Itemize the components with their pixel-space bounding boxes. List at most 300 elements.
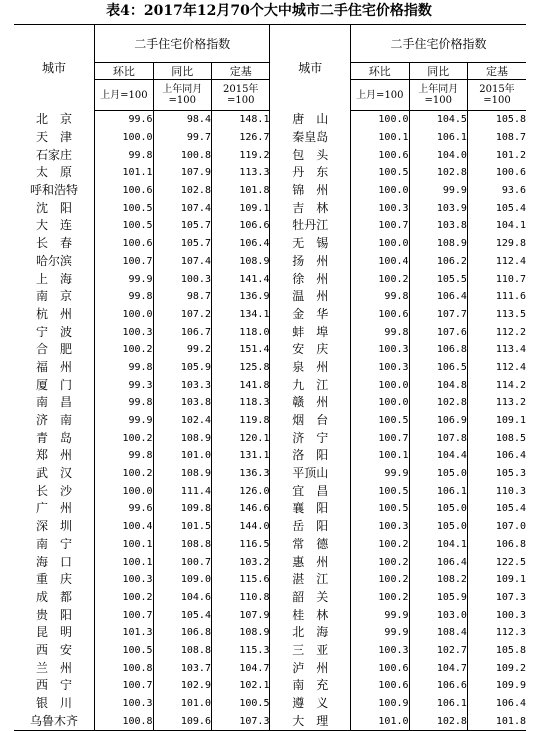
table-row	[14, 182, 526, 200]
huanbi-value: 100.2	[351, 536, 409, 554]
dingji-value: 108.9	[239, 255, 270, 267]
table-row	[14, 429, 526, 447]
city-name: 呼和浩特	[14, 182, 95, 200]
dingji-value: 126.7	[239, 132, 270, 144]
huanbi-value: 100.7	[351, 429, 409, 447]
city-name: 平顶山	[270, 465, 351, 483]
table-row	[14, 235, 526, 253]
huanbi-value: 99.8	[351, 323, 409, 341]
tongbi-value: 105.5	[409, 270, 467, 288]
dingji-value: 105.4	[495, 503, 526, 515]
dingji-value: 101.8	[467, 712, 526, 730]
dingji-value: 109.2	[495, 662, 526, 674]
huanbi-value: 99.8	[95, 146, 153, 164]
city-name: 包 头	[270, 146, 351, 164]
tongbi-value: 107.2	[153, 306, 211, 324]
dingji-value: 101.2	[495, 149, 526, 161]
city-column-header-left: 城市	[14, 25, 95, 111]
tongbi-value: 99.2	[153, 341, 211, 359]
city-name: 锦 州	[270, 182, 351, 200]
tongbi-value: 108.9	[409, 235, 467, 253]
city-name: 成 都	[14, 589, 95, 607]
table-title: 表4：2017年12月70个大中城市二手住宅价格指数	[106, 3, 432, 19]
tongbi-value: 108.2	[409, 571, 467, 589]
dingji-value: 93.6	[501, 185, 526, 197]
city-name: 南 昌	[14, 394, 95, 412]
tongbi-value: 109.8	[153, 500, 211, 518]
huanbi-value: 100.3	[351, 199, 409, 217]
city-name: 徐 州	[270, 270, 351, 288]
tongbi-value: 99.7	[153, 129, 211, 147]
dingji-base-text: 2015年=100	[222, 84, 259, 106]
dingji-value: 129.8	[495, 238, 526, 250]
city-name: 上 海	[14, 270, 95, 288]
city-name: 温 州	[270, 288, 351, 306]
tongbi-value: 104.4	[409, 447, 467, 465]
city-name: 泸 州	[270, 659, 351, 677]
dingji-value: 112.4	[495, 361, 526, 373]
tongbi-value: 105.7	[153, 217, 211, 235]
tongbi-value: 102.8	[409, 164, 467, 182]
table-row	[14, 288, 526, 306]
dingji-value: 136.3	[239, 468, 270, 480]
dingji-header-right: 定基	[467, 63, 526, 80]
huanbi-value: 101.3	[95, 624, 153, 642]
dingji-base-right	[467, 80, 526, 111]
tongbi-value: 104.5	[409, 111, 467, 129]
dingji-value: 110.7	[495, 273, 526, 285]
table-row	[14, 412, 526, 430]
dingji-value: 122.5	[495, 556, 526, 568]
tongbi-value: 107.8	[409, 429, 467, 447]
huanbi-header-left: 环比	[95, 63, 153, 80]
city-name: 宁 波	[14, 323, 95, 341]
tongbi-value: 106.2	[409, 253, 467, 271]
city-name: 厦 门	[14, 376, 95, 394]
city-name: 烟 台	[270, 412, 351, 430]
table-row	[14, 465, 526, 483]
table-row	[14, 677, 526, 695]
table-row	[14, 129, 526, 147]
tongbi-value: 106.8	[409, 341, 467, 359]
tongbi-value: 107.6	[409, 323, 467, 341]
dingji-value: 106.4	[495, 698, 526, 710]
city-name: 九 江	[270, 376, 351, 394]
city-name: 青 岛	[14, 429, 95, 447]
huanbi-value: 100.7	[95, 253, 153, 271]
dingji-value: 109.1	[495, 415, 526, 427]
tongbi-value: 108.4	[409, 624, 467, 642]
huanbi-value: 99.8	[351, 288, 409, 306]
city-name: 沈 阳	[14, 199, 95, 217]
dingji-value: 141.4	[239, 273, 270, 285]
dingji-value: 110.3	[495, 485, 526, 497]
dingji-value: 105.4	[495, 202, 526, 214]
huanbi-value: 100.0	[351, 182, 409, 200]
city-name: 昆 明	[14, 624, 95, 642]
huanbi-value: 99.9	[351, 606, 409, 624]
city-name: 三 亚	[270, 642, 351, 660]
tongbi-value: 103.7	[153, 659, 211, 677]
huanbi-value: 99.8	[95, 288, 153, 306]
city-name: 济 南	[14, 412, 95, 430]
huanbi-value: 100.6	[351, 146, 409, 164]
dingji-header-left: 定基	[211, 63, 269, 80]
dingji-value: 105.3	[495, 468, 526, 480]
dingji-value: 118.3	[239, 397, 270, 409]
huanbi-value: 101.0	[351, 712, 409, 730]
dingji-value: 141.8	[239, 379, 270, 391]
huanbi-value: 100.6	[351, 306, 409, 324]
city-name: 乌鲁木齐	[14, 712, 95, 730]
table-row	[14, 394, 526, 412]
tongbi-value: 108.9	[153, 465, 211, 483]
dingji-value: 119.8	[239, 415, 270, 427]
huanbi-value: 100.8	[95, 659, 153, 677]
dingji-value: 116.5	[239, 538, 270, 550]
tongbi-value: 100.3	[153, 270, 211, 288]
huanbi-value: 100.9	[351, 695, 409, 713]
table-row	[14, 359, 526, 377]
huanbi-value: 100.3	[351, 518, 409, 536]
dingji-value: 101.8	[239, 185, 270, 197]
tongbi-value: 109.6	[153, 712, 211, 730]
city-name: 吉 林	[270, 199, 351, 217]
dingji-value: 107.3	[495, 591, 526, 603]
huanbi-value: 99.9	[95, 270, 153, 288]
huanbi-header-right: 环比	[351, 63, 409, 80]
dingji-value: 100.6	[495, 167, 526, 179]
table-body	[14, 111, 526, 731]
dingji-value: 100.5	[239, 698, 270, 710]
huanbi-value: 100.2	[351, 553, 409, 571]
tongbi-value: 104.8	[409, 376, 467, 394]
tongbi-value: 106.1	[409, 695, 467, 713]
tongbi-value: 105.9	[153, 359, 211, 377]
city-name: 太 原	[14, 164, 95, 182]
dingji-value: 107.9	[239, 609, 270, 621]
city-name: 泉 州	[270, 359, 351, 377]
huanbi-value: 100.6	[95, 235, 153, 253]
dingji-value: 109.1	[239, 202, 270, 214]
table-row	[14, 500, 526, 518]
table-row	[14, 217, 526, 235]
huanbi-value: 100.5	[351, 412, 409, 430]
huanbi-value: 100.5	[95, 642, 153, 660]
city-name: 海 口	[14, 553, 95, 571]
tongbi-value: 107.4	[153, 199, 211, 217]
city-name: 无 锡	[270, 235, 351, 253]
tongbi-value: 105.9	[409, 589, 467, 607]
dingji-value: 115.6	[239, 574, 270, 586]
tongbi-value: 104.7	[409, 659, 467, 677]
huanbi-value: 100.0	[351, 111, 409, 129]
dingji-value: 108.5	[495, 432, 526, 444]
huanbi-value: 100.2	[95, 589, 153, 607]
dingji-value: 144.0	[239, 521, 270, 533]
city-name: 银 川	[14, 695, 95, 713]
dingji-value: 114.2	[495, 379, 526, 391]
huanbi-value: 100.0	[351, 394, 409, 412]
huanbi-base-left: 上月=100	[95, 80, 153, 111]
index-group-header-right: 二手住宅价格指数	[351, 25, 526, 63]
dingji-value: 113.3	[239, 167, 270, 179]
huanbi-value: 100.3	[95, 571, 153, 589]
tongbi-value: 102.7	[409, 642, 467, 660]
tongbi-value: 103.8	[409, 217, 467, 235]
tongbi-value: 102.8	[409, 394, 467, 412]
huanbi-value: 100.7	[95, 606, 153, 624]
huanbi-value: 100.2	[95, 341, 153, 359]
huanbi-value: 100.0	[95, 129, 153, 147]
city-name: 韶 关	[270, 589, 351, 607]
tongbi-value: 106.1	[409, 129, 467, 147]
dingji-value: 108.9	[239, 627, 270, 639]
tongbi-value: 103.3	[153, 376, 211, 394]
tongbi-value: 100.8	[153, 146, 211, 164]
city-name: 襄 阳	[270, 500, 351, 518]
huanbi-base-right: 上月=100	[351, 80, 409, 111]
table-row	[14, 323, 526, 341]
table-row	[14, 482, 526, 500]
city-name: 常 德	[270, 536, 351, 554]
dingji-value: 136.9	[239, 291, 270, 303]
table-row	[14, 553, 526, 571]
huanbi-value: 99.9	[351, 624, 409, 642]
city-name: 南 京	[14, 288, 95, 306]
tongbi-value: 104.6	[153, 589, 211, 607]
tongbi-value: 111.4	[153, 482, 211, 500]
city-name: 北 海	[270, 624, 351, 642]
tongbi-value: 100.7	[153, 553, 211, 571]
tongbi-value: 102.8	[153, 182, 211, 200]
huanbi-value: 100.5	[95, 199, 153, 217]
tongbi-value: 106.4	[409, 553, 467, 571]
huanbi-value: 100.0	[351, 376, 409, 394]
huanbi-value: 100.1	[351, 447, 409, 465]
table-row	[14, 341, 526, 359]
huanbi-value: 100.4	[95, 518, 153, 536]
dingji-value: 109.9	[495, 680, 526, 692]
city-name: 兰 州	[14, 659, 95, 677]
tongbi-value: 102.9	[153, 677, 211, 695]
tongbi-value: 106.9	[409, 412, 467, 430]
table-row	[14, 376, 526, 394]
city-name: 广 州	[14, 500, 95, 518]
city-name: 牡丹江	[270, 217, 351, 235]
tongbi-base-left	[153, 80, 211, 111]
tongbi-value: 102.8	[409, 712, 467, 730]
huanbi-value: 100.7	[351, 217, 409, 235]
tongbi-value: 108.8	[153, 642, 211, 660]
tongbi-header-left: 同比	[153, 63, 211, 80]
tongbi-value: 107.4	[153, 253, 211, 271]
city-name: 洛 阳	[270, 447, 351, 465]
city-name: 北 京	[14, 111, 95, 129]
dingji-value: 112.2	[495, 326, 526, 338]
city-name: 贵 阳	[14, 606, 95, 624]
huanbi-value: 100.0	[351, 235, 409, 253]
tongbi-value: 108.9	[153, 429, 211, 447]
huanbi-value: 100.5	[351, 482, 409, 500]
table-row	[14, 253, 526, 271]
city-name: 西 安	[14, 642, 95, 660]
city-name: 天 津	[14, 129, 95, 147]
table-row	[14, 606, 526, 624]
huanbi-value: 100.0	[95, 482, 153, 500]
tongbi-value: 105.0	[409, 465, 467, 483]
tongbi-value: 101.0	[153, 695, 211, 713]
city-name: 武 汉	[14, 465, 95, 483]
huanbi-value: 100.1	[95, 536, 153, 554]
tongbi-value: 105.0	[409, 518, 467, 536]
huanbi-value: 100.2	[351, 270, 409, 288]
city-name: 济 宁	[270, 429, 351, 447]
tongbi-value: 108.8	[153, 536, 211, 554]
table-row	[14, 642, 526, 660]
huanbi-value: 99.3	[95, 376, 153, 394]
dingji-value: 113.4	[495, 344, 526, 356]
city-name: 西 宁	[14, 677, 95, 695]
huanbi-value: 100.8	[95, 712, 153, 730]
city-name: 福 州	[14, 359, 95, 377]
city-name: 扬 州	[270, 253, 351, 271]
city-name: 长 春	[14, 235, 95, 253]
city-name: 哈尔滨	[14, 253, 95, 271]
dingji-value: 120.1	[239, 432, 270, 444]
tongbi-value: 106.5	[409, 359, 467, 377]
huanbi-value: 100.5	[351, 500, 409, 518]
dingji-value: 104.1	[495, 220, 526, 232]
dingji-value: 103.2	[239, 556, 270, 568]
dingji-value: 106.4	[495, 450, 526, 462]
tongbi-base-text: 上年同月=100	[162, 84, 203, 106]
table-row	[14, 146, 526, 164]
dingji-value: 131.1	[239, 450, 270, 462]
dingji-value: 113.5	[495, 308, 526, 320]
tongbi-value: 106.6	[409, 677, 467, 695]
dingji-value: 105.8	[495, 644, 526, 656]
tongbi-value: 101.0	[153, 447, 211, 465]
dingji-base-text: 2015年=100	[479, 84, 515, 106]
tongbi-value: 105.7	[153, 235, 211, 253]
table-row	[14, 712, 526, 730]
tongbi-value: 104.0	[409, 146, 467, 164]
tongbi-value: 105.0	[409, 500, 467, 518]
dingji-value: 126.0	[239, 485, 270, 497]
huanbi-value: 100.5	[95, 217, 153, 235]
city-name: 宜 昌	[270, 482, 351, 500]
dingji-value: 115.3	[239, 644, 270, 656]
dingji-value: 113.2	[495, 397, 526, 409]
city-name: 秦皇岛	[270, 129, 351, 147]
table-row	[14, 571, 526, 589]
price-index-table	[14, 24, 526, 731]
dingji-value: 112.3	[495, 627, 526, 639]
huanbi-value: 100.2	[95, 465, 153, 483]
tongbi-value: 106.4	[409, 288, 467, 306]
tongbi-value: 109.0	[153, 571, 211, 589]
dingji-value: 106.4	[239, 238, 270, 250]
city-name: 蚌 埠	[270, 323, 351, 341]
huanbi-value: 100.3	[95, 323, 153, 341]
huanbi-value: 100.3	[351, 341, 409, 359]
table-row	[14, 659, 526, 677]
city-name: 惠 州	[270, 553, 351, 571]
table-row	[14, 111, 526, 129]
city-name: 赣 州	[270, 394, 351, 412]
table-row	[14, 589, 526, 607]
huanbi-value: 100.5	[351, 164, 409, 182]
city-name: 长 沙	[14, 482, 95, 500]
dingji-value: 134.1	[239, 308, 270, 320]
dingji-value: 112.4	[495, 255, 526, 267]
dingji-value: 106.8	[495, 538, 526, 550]
tongbi-value: 106.1	[409, 482, 467, 500]
city-name: 丹 东	[270, 164, 351, 182]
huanbi-value: 100.6	[95, 182, 153, 200]
city-name: 岳 阳	[270, 518, 351, 536]
tongbi-value: 105.4	[153, 606, 211, 624]
tongbi-value: 98.4	[153, 111, 211, 129]
huanbi-value: 100.3	[351, 359, 409, 377]
table-row	[14, 624, 526, 642]
city-name: 大 理	[270, 712, 351, 730]
city-name: 安 庆	[270, 341, 351, 359]
tongbi-value: 103.9	[409, 199, 467, 217]
dingji-value: 105.8	[495, 114, 526, 126]
huanbi-value: 100.2	[351, 589, 409, 607]
dingji-value: 104.7	[239, 662, 270, 674]
huanbi-value: 100.1	[351, 129, 409, 147]
table-row	[14, 518, 526, 536]
city-name: 南 充	[270, 677, 351, 695]
huanbi-value: 100.2	[95, 429, 153, 447]
tongbi-value: 101.5	[153, 518, 211, 536]
tongbi-value: 102.4	[153, 412, 211, 430]
huanbi-value: 99.6	[95, 500, 153, 518]
dingji-value: 102.1	[239, 680, 270, 692]
tongbi-value: 106.7	[153, 323, 211, 341]
city-name: 金 华	[270, 306, 351, 324]
tongbi-value: 98.7	[153, 288, 211, 306]
city-name: 重 庆	[14, 571, 95, 589]
tongbi-base-text: 上年同月=100	[418, 84, 459, 106]
table-row	[14, 270, 526, 288]
dingji-base-left	[211, 80, 269, 111]
table-row	[14, 164, 526, 182]
dingji-value: 108.7	[495, 132, 526, 144]
city-name: 郑 州	[14, 447, 95, 465]
huanbi-value: 99.9	[95, 412, 153, 430]
city-name: 南 宁	[14, 536, 95, 554]
huanbi-value: 99.6	[95, 111, 153, 129]
table-row	[14, 447, 526, 465]
table-row	[14, 306, 526, 324]
huanbi-value: 100.2	[351, 571, 409, 589]
index-group-header-left: 二手住宅价格指数	[95, 25, 270, 63]
dingji-value: 148.1	[239, 114, 270, 126]
city-name: 石家庄	[14, 146, 95, 164]
huanbi-value: 100.6	[351, 677, 409, 695]
huanbi-value: 100.4	[351, 253, 409, 271]
dingji-value: 146.6	[239, 503, 270, 515]
tongbi-value: 103.0	[409, 606, 467, 624]
city-name: 唐 山	[270, 111, 351, 129]
dingji-value: 107.0	[495, 521, 526, 533]
city-name: 湛 江	[270, 571, 351, 589]
dingji-value: 118.0	[239, 326, 270, 338]
